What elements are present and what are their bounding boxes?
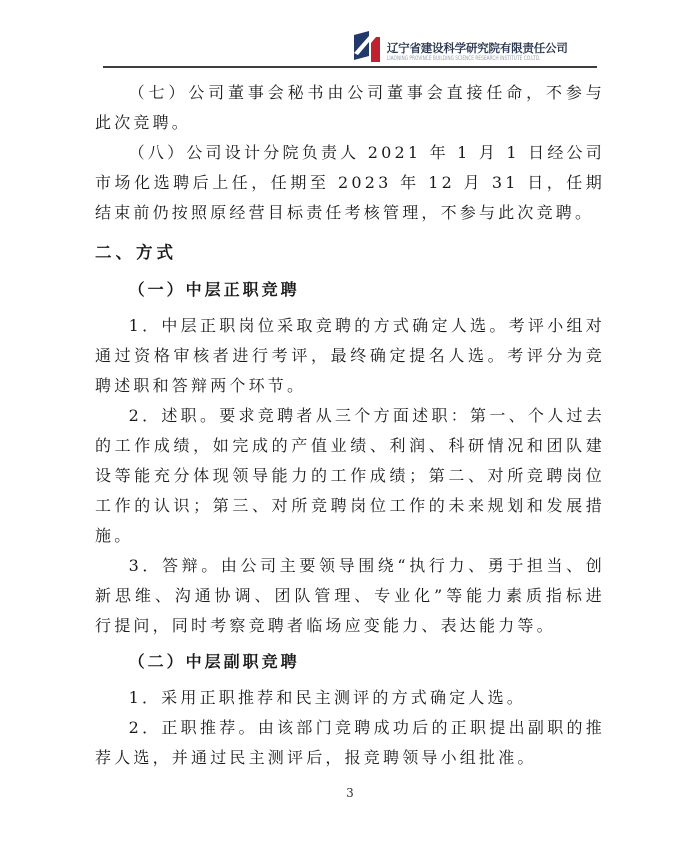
paragraph: （八）公司设计分院负责人 2021 年 1 月 1 日经公司市场化选聘后上任，任期至 2023 年 12 月 31 日，任期结束前仍按照原经营目标责任考核管理，不参与此次竞聘。 [95, 143, 605, 222]
paragraph: 2．述职。要求竞聘者从三个方面述职：第一、个人过去的工作成绩，如完成的产值业绩、利润、科研情况和团队建设等能充分体现领导能力的工作成绩；第二、对所竞聘岗位工作的认识；第三、对所竞聘岗位工作的未来规划和发展措施。 [95, 406, 605, 545]
company-logo-icon [353, 30, 383, 62]
page-number: 3 [346, 786, 354, 800]
paragraph: 2．正职推荐。由该部门竞聘成功后的正职提出副职的推荐人选，并通过民主测评后，报竞聘领导小组批准。 [95, 718, 605, 767]
section-heading: 二、方式 [95, 243, 177, 262]
company-name-en: LIAONING PROVINCE BUILDING SCIENCE RESEARCH INSTITUTE CO.LTD. [386, 55, 541, 62]
paragraph: （七）公司董事会秘书由公司董事会直接任命，不参与此次竞聘。 [95, 83, 605, 132]
document-body [95, 78, 605, 773]
subsection-heading: （一）中层正职竞聘 [128, 280, 300, 299]
paragraph: 1．中层正职岗位采取竞聘的方式确定人选。考评小组对通过资格审核者进行考评，最终确定提名人选。考评分为竞聘述职和答辩两个环节。 [95, 316, 605, 395]
company-brand [353, 30, 600, 62]
page-header [0, 30, 600, 62]
paragraph: 3．答辩。由公司主要领导围绕“执行力、勇于担当、创新思维、沟通协调、团队管理、专业化”等能力素质指标进行提问，同时考察竞聘者临场应变能力、表达能力等。 [95, 556, 605, 635]
paragraph: 1．采用正职推荐和民主测评的方式确定人选。 [128, 688, 526, 707]
header-rule [103, 66, 597, 68]
company-name-cn: 辽宁省建设科学研究院有限责任公司 [386, 40, 568, 55]
company-name-block [386, 40, 600, 63]
subsection-heading: （二）中层副职竞聘 [128, 652, 300, 671]
